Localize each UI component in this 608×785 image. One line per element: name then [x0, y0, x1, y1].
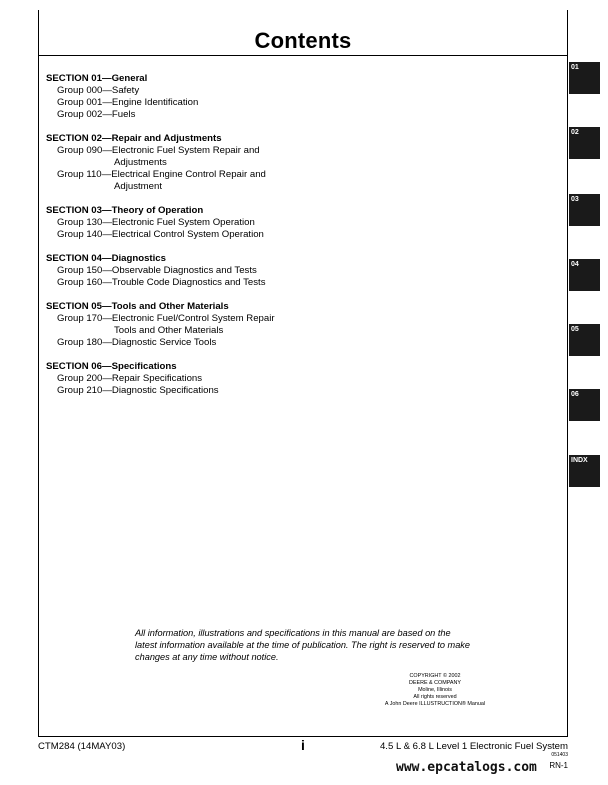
toc-entry-text: Group 110—Electrical Engine Control Repair and: [57, 169, 266, 180]
toc-entry-text: Group 130—Electronic Fuel System Operation: [57, 217, 255, 228]
rights-line: All rights reserved: [413, 694, 457, 700]
copyright-line: COPYRIGHT © 2002: [409, 673, 461, 679]
toc-entry-text: Group 160—Trouble Code Diagnostics and Tests: [57, 277, 266, 288]
section-01: [46, 73, 346, 121]
toc-entry[interactable]: [46, 277, 346, 289]
revision-code: 051403: [551, 752, 568, 758]
manual-title: 4.5 L & 6.8 L Level 1 Electronic Fuel System: [379, 741, 568, 752]
company-line: DEERE & COMPANY: [408, 680, 462, 686]
section-title[interactable]: SECTION 06—Specifications: [46, 361, 177, 372]
manual-line: A John Deere ILLUSTRUCTION® Manual: [384, 701, 486, 707]
location-line: Moline, Illinois: [418, 687, 452, 693]
section-title[interactable]: SECTION 02—Repair and Adjustments: [46, 133, 222, 144]
toc-entry[interactable]: [46, 337, 346, 349]
toc-entry-text: Group 200—Repair Specifications: [57, 373, 203, 384]
copyright-block: [360, 673, 510, 708]
section-title[interactable]: SECTION 03—Theory of Operation: [46, 205, 204, 216]
document-code: CTM284 (14MAY03): [38, 741, 126, 752]
toc-entry-text: Group 150—Observable Diagnostics and Tests: [57, 265, 257, 276]
page-number: i: [301, 737, 305, 753]
page-reference: RN-1: [549, 761, 568, 770]
toc-entry[interactable]: [46, 97, 346, 109]
toc-entry[interactable]: [46, 145, 346, 169]
toc-entry[interactable]: [46, 109, 346, 121]
toc-entry[interactable]: [46, 229, 346, 241]
section-tab-02[interactable]: 02: [569, 127, 600, 159]
table-of-contents: [46, 73, 346, 409]
toc-entry[interactable]: [46, 169, 346, 193]
toc-entry-text: Group 002—Fuels: [57, 109, 136, 120]
toc-entry[interactable]: [46, 313, 346, 337]
section-05: [46, 301, 346, 349]
section-title[interactable]: SECTION 01—General: [46, 73, 148, 84]
section-tab-06[interactable]: 06: [569, 389, 600, 421]
toc-entry-text: Group 180—Diagnostic Service Tools: [57, 337, 217, 348]
toc-entry-continuation: Adjustment: [114, 181, 162, 192]
section-tab-04[interactable]: 04: [569, 259, 600, 291]
toc-entry[interactable]: [46, 265, 346, 277]
toc-entry[interactable]: [46, 385, 346, 397]
toc-entry[interactable]: [46, 85, 346, 97]
toc-entry-continuation: Tools and Other Materials: [114, 325, 224, 336]
disclaimer-notice: All information, illustrations and specifications in this manual are based on the latest information available at the time of publication. The right is reserved to make changes at any time without notice.: [135, 628, 471, 663]
toc-entry-text: Group 210—Diagnostic Specifications: [57, 385, 219, 396]
page-title: Contents: [254, 28, 352, 53]
toc-entry[interactable]: [46, 373, 346, 385]
section-04: [46, 253, 346, 289]
section-tab-03[interactable]: 03: [569, 194, 600, 226]
toc-entry-text: Group 090—Electronic Fuel System Repair and: [57, 145, 260, 156]
toc-entry[interactable]: [46, 217, 346, 229]
watermark-link[interactable]: www.epcatalogs.com: [396, 760, 537, 775]
toc-entry-continuation: Adjustments: [114, 157, 167, 168]
toc-entry-text: Group 001—Engine Identification: [57, 97, 199, 108]
header-frame: [38, 10, 568, 56]
section-tab-05[interactable]: 05: [569, 324, 600, 356]
section-03: [46, 205, 346, 241]
toc-entry-text: Group 170—Electronic Fuel/Control System Repair: [57, 313, 275, 324]
section-tab-01[interactable]: 01: [569, 62, 600, 94]
section-06: [46, 361, 346, 397]
toc-entry-text: Group 140—Electrical Control System Operation: [57, 229, 264, 240]
section-title[interactable]: SECTION 04—Diagnostics: [46, 253, 166, 264]
section-02: [46, 133, 346, 193]
section-title[interactable]: SECTION 05—Tools and Other Materials: [46, 301, 229, 312]
toc-entry-text: Group 000—Safety: [57, 85, 140, 96]
section-tab-index[interactable]: INDX: [569, 455, 600, 487]
